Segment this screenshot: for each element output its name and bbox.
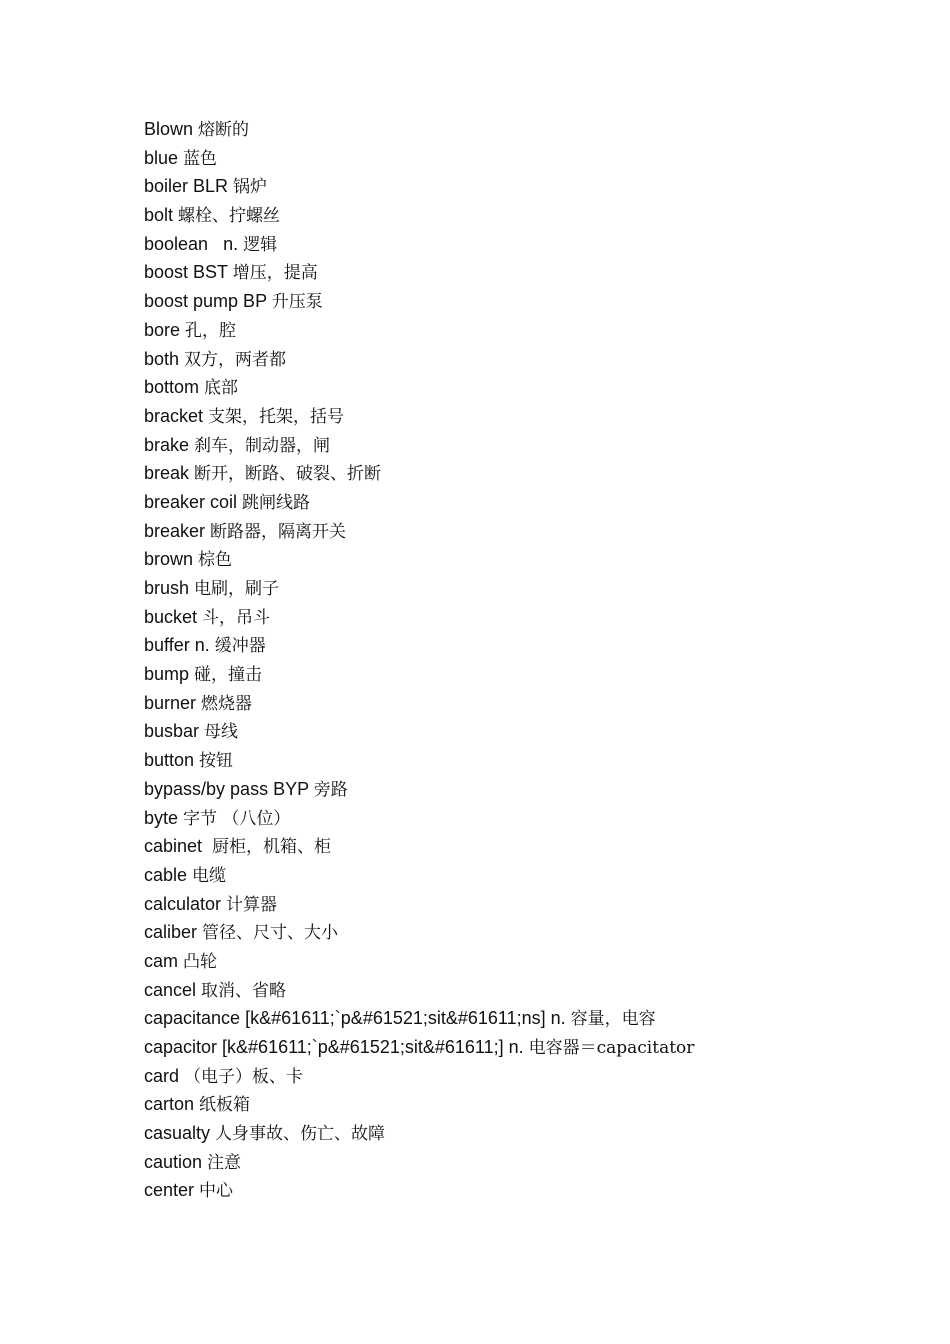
- term-english: calculator: [144, 893, 227, 914]
- term-english: center: [144, 1180, 200, 1201]
- glossary-entry: [144, 345, 694, 374]
- glossary-entry: [144, 488, 694, 517]
- term-english: bypass/by pass BYP: [144, 778, 314, 799]
- term-chinese: 熔断的: [198, 120, 250, 140]
- term-english: bore: [144, 319, 186, 340]
- glossary-entry: [144, 631, 694, 660]
- glossary-entry: [144, 717, 694, 746]
- glossary-entry: [144, 947, 694, 976]
- term-chinese: 计算器: [226, 894, 278, 915]
- glossary-entry: [144, 689, 694, 718]
- glossary-entry: [144, 1176, 694, 1205]
- term-chinese: 螺栓、拧螺丝: [178, 206, 281, 227]
- term-chinese: 电刷，刷子: [194, 579, 280, 599]
- glossary-entry: [144, 115, 694, 144]
- term-english: blue: [144, 147, 184, 168]
- glossary-entry: [144, 918, 694, 947]
- term-chinese: 缓冲器: [214, 636, 266, 657]
- glossary-entry: [144, 316, 694, 345]
- term-chinese: 增压，提高: [232, 263, 318, 284]
- term-chinese: 人身事故、伤亡、故障: [215, 1124, 386, 1145]
- term-english: bottom: [144, 377, 205, 398]
- term-english: bracket: [144, 405, 209, 426]
- glossary-entry: [144, 861, 694, 890]
- term-english: Blown: [144, 119, 199, 139]
- glossary-entry: [144, 660, 694, 689]
- term-english: buffer n.: [144, 635, 215, 656]
- term-english: boost pump BP: [144, 291, 272, 312]
- term-chinese: 电缆: [192, 865, 227, 886]
- glossary-entry: [144, 230, 694, 259]
- glossary-entry: [144, 287, 694, 316]
- glossary-entry: [144, 402, 694, 431]
- term-english: casualty: [144, 1123, 216, 1144]
- term-chinese: 跳闸线路: [242, 492, 311, 513]
- term-chinese: 斗，吊斗: [202, 607, 271, 628]
- term-chinese: 按钮: [199, 751, 234, 772]
- glossary-entry: [144, 804, 694, 833]
- term-english: brush: [144, 578, 195, 598]
- term-english: boolean n.: [144, 233, 244, 254]
- term-chinese: 支架，托架，括号: [208, 406, 345, 427]
- glossary-entry: [144, 603, 694, 632]
- term-english: cancel: [144, 979, 202, 1000]
- term-chinese: 燃烧器: [201, 693, 253, 714]
- glossary-entry: [144, 890, 694, 919]
- term-english: breaker coil: [144, 491, 243, 512]
- term-chinese: 管径、尺寸、大小: [202, 923, 339, 944]
- term-chinese: 蓝色: [183, 148, 218, 169]
- term-english: caliber: [144, 922, 203, 943]
- term-english: carton: [144, 1094, 200, 1115]
- glossary-entry: [144, 832, 694, 861]
- term-english: byte: [144, 807, 184, 828]
- term-english: boost BST: [144, 262, 233, 283]
- term-english: break: [144, 463, 195, 484]
- term-english: bump: [144, 664, 195, 685]
- term-english: bolt: [144, 205, 179, 226]
- term-english: caution: [144, 1151, 208, 1172]
- term-english: brake: [144, 434, 195, 455]
- glossary-entry: [144, 1090, 694, 1119]
- term-chinese: 凸轮: [183, 951, 218, 972]
- term-english: both: [144, 348, 185, 369]
- glossary-entry: [144, 775, 694, 804]
- glossary-entry: [144, 431, 694, 460]
- glossary-list: [144, 115, 694, 1205]
- term-chinese: 碰，撞击: [194, 665, 263, 686]
- glossary-entry: [144, 574, 694, 603]
- term-english: cable: [144, 864, 193, 885]
- term-chinese: 注意: [207, 1152, 242, 1173]
- term-chinese: 双方，两者都: [184, 349, 287, 370]
- term-chinese: 升压泵: [271, 292, 323, 313]
- term-english: capacitance [k&#61611;`p&#61521;sit&#61611;ns] n.: [144, 1008, 571, 1029]
- glossary-entry: [144, 144, 694, 173]
- term-chinese: 字节 （八位）: [183, 808, 291, 829]
- glossary-entry: [144, 746, 694, 775]
- term-chinese: 断开，断路、破裂、折断: [194, 464, 382, 485]
- glossary-entry: [144, 976, 694, 1005]
- term-chinese: 棕色: [198, 550, 233, 571]
- term-chinese: 底部: [204, 378, 239, 399]
- term-chinese: 刹车，制动器，闸: [194, 435, 331, 456]
- term-chinese: （电子）板、卡: [184, 1066, 304, 1087]
- glossary-entry: [144, 545, 694, 574]
- term-english: capacitor [k&#61611;`p&#61521;sit&#61611;] n.: [144, 1037, 529, 1057]
- term-chinese: 锅炉: [233, 177, 268, 198]
- glossary-entry: [144, 517, 694, 546]
- glossary-entry: [144, 459, 694, 488]
- term-chinese: 孔，腔: [185, 320, 237, 341]
- glossary-entry: [144, 172, 694, 201]
- term-english: boiler BLR: [144, 176, 234, 197]
- term-english: button: [144, 750, 200, 771]
- term-english: bucket: [144, 606, 203, 627]
- term-chinese: 电容器＝capacitator: [528, 1038, 695, 1058]
- term-chinese: 取消、省略: [201, 980, 287, 1001]
- term-chinese: 纸板箱: [199, 1095, 251, 1116]
- term-english: breaker: [144, 520, 211, 541]
- term-chinese: 厨柜，机箱、柜: [212, 837, 332, 858]
- glossary-entry: [144, 1062, 694, 1091]
- glossary-entry: [144, 1004, 694, 1033]
- term-chinese: 中心: [199, 1181, 234, 1202]
- term-english: card: [144, 1065, 185, 1086]
- glossary-entry: [144, 201, 694, 230]
- glossary-entry: [144, 1033, 694, 1062]
- term-english: cam: [144, 950, 184, 971]
- term-english: burner: [144, 692, 202, 713]
- glossary-entry: [144, 258, 694, 287]
- term-english: brown: [144, 549, 199, 570]
- term-chinese: 旁路: [313, 779, 348, 800]
- term-chinese: 逻辑: [243, 234, 278, 255]
- term-english: cabinet: [144, 836, 213, 857]
- glossary-entry: [144, 1148, 694, 1177]
- term-chinese: 母线: [204, 722, 239, 743]
- term-english: busbar: [144, 721, 205, 742]
- glossary-entry: [144, 1119, 694, 1148]
- glossary-entry: [144, 373, 694, 402]
- term-chinese: 断路器，隔离开关: [210, 521, 347, 542]
- term-chinese: 容量，电容: [570, 1009, 656, 1030]
